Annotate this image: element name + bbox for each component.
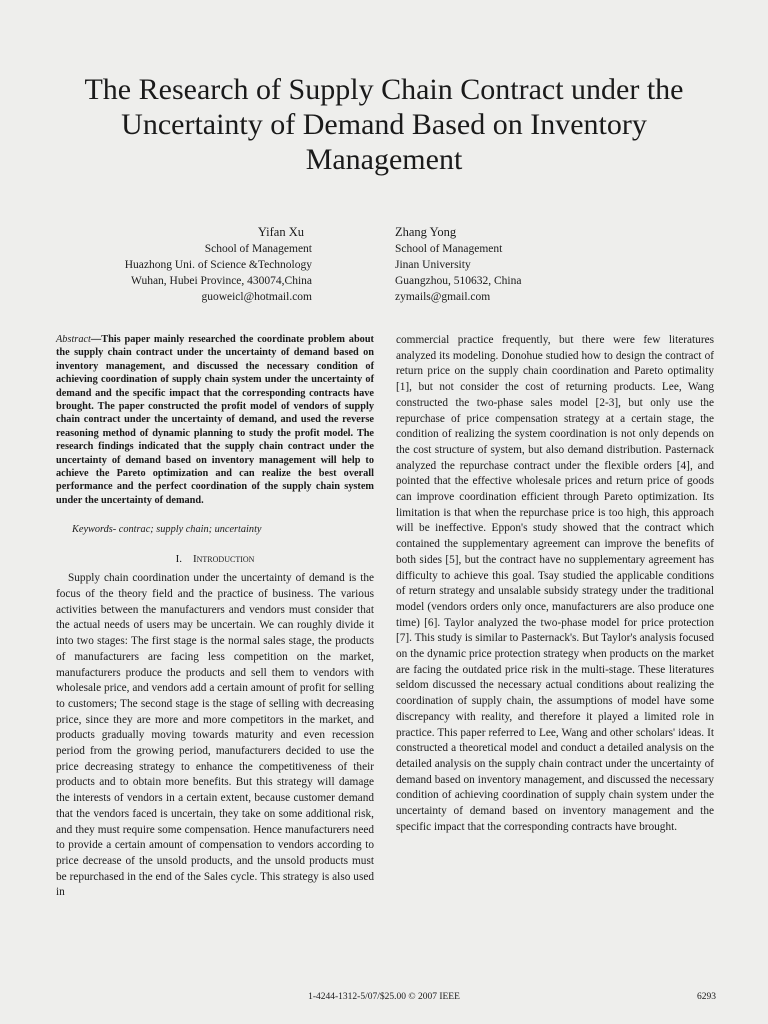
author-block-1: [125, 224, 312, 305]
introduction-paragraph-continued: commercial practice frequently, but there were few literatures analyzed its modeling. Donohue studied how to design the contract of return price on the supply chain coordination and Pareto optimality [1], but not consider the cost of returning products. Lee, Wang constructed the two-phase sales model [2-3], but only use the repurchase of price compensation strategy at a certain stage, the condition of realizing the system coordination is not only depends on the cost structure of system, but also demand distribution. Pasternack analyzed the repurchase contract under the flexible orders [4], and pointed that the effective wholesale prices and return price of goods can improve coordination efficient through Pareto optimization. Its limitation is that when the repurchase price is too high, this approach will be ineffective. Eppon's study showed that the contract which contained the supplementary agreement can improve the benefits of both sides [5], but the contract have no supplementary agreement has difficulty to achieve this goal. Tsay studied the applicable conditions of return strategy and unsalable subsidy strategy under the traditional model (vendors orders only once, manufacturers are also produce one time) [6]. Taylor analyzed the two-phase model for price protection [7]. This study is similar to Pasternack's. But Taylor's analysis focused on the dynamic price protection strategy when products on the market are facing the outdated price risk in the multi-stage. These literatures seldom discussed the necessary actual conditions about realizing the coordination of supply chain, the assumptions of model have some discrepancy with reality, and therefore it played a limited role in practice. This paper referred to Lee, Wang and other scholars' ideas. It constructed a theoretical model and conduct a detailed analysis on the detailed analysis on the supply chain contract under the uncertainty of demand based on inventory management, and discussed the necessary condition of achieving coordination of supply chain system under the uncertainty of demand based on inventory management and the specific impact that the corresponding contracts have brought.: [396, 334, 714, 833]
abstract-text: —This paper mainly researched the coordinate problem about the supply chain contract under the uncertainty of demand based on inventory management, and discussed the necessary condition of achieving coordination of supply chain system under the uncertainty of demand and the specific impact that the corresponding contracts have brought. The paper constructed the profit model of vendors of supply chain contract under the uncertainty of demand, and used the reverse reasoning method of dynamic planning to study the profit model. The research findings indicated that the supply chain contract under the uncertainty of demand based on inventory management will help to achieve the Pareto optimization and can realize the best overall performance and the perfect coordination of the supply chain system under the uncertainty of demand.: [56, 334, 374, 506]
author-block-2: [395, 224, 521, 305]
abstract: [56, 333, 374, 507]
right-column: [396, 333, 714, 836]
author-email: guoweicl@hotmail.com: [201, 291, 312, 303]
keywords: Keywords- contrac; supply chain; uncertainty: [72, 524, 262, 536]
abstract-label: Abstract: [56, 334, 91, 345]
author-affiliation-line: Huazhong Uni. of Science &Technology: [124, 259, 312, 271]
introduction-paragraph: Supply chain coordination under the uncertainty of demand is the focus of the theory field and the practice of business. The various activities between the manufacturers and vendors must consider that the actual needs of users may be uncertain. We can roughly divide it into two stages: The first stage is the normal sales stage, the products of manufacturers are facing less competition on the market, manufacturers produce the products and sell them to vendors with wholesale price, and vendors add a certain amount of profit for selling to customers; The second stage is the stage of selling with decreasing price, since they are more and more competitors in the market, and products gradually moving towards maturity and even recession period from the growing period, manufacturers decided to use the price decreasing strategy to enhance the competitiveness of their products and to obtain more benefits. But this strategy will damage the interests of vendors in a certain extent, because customer demand that the vendors faced is uncertain, they take on some additional risk, and they must require some compensation. Hence manufacturers need to provide a certain amount of compensation to vendors according to price decrease of the unsold products, and the unsold products must be repurchased in the end of the Sales cycle. This strategy is also used in: [56, 572, 374, 899]
page-number: 6293: [697, 992, 716, 1002]
section-number: I.: [175, 553, 182, 566]
author-affiliation-line: Guangzhou, 510632, China: [395, 275, 522, 287]
author-name: Zhang Yong: [395, 225, 457, 239]
author-affiliation-line: School of Management: [395, 243, 503, 255]
author-affiliation-line: Wuhan, Hubei Province, 430074,China: [131, 275, 312, 287]
section-title: Introduction: [192, 553, 255, 566]
left-column: [56, 333, 374, 901]
paper-title: The Research of Supply Chain Contract under the Uncertainty of Demand Based on Inventory Management: [84, 73, 684, 176]
footer-identifier: 1-4244-1312-5/07/$25.00 © 2007 IEEE: [308, 992, 460, 1002]
author-affiliation-line: Jinan University: [395, 259, 471, 271]
author-name: Yifan Xu: [257, 225, 304, 239]
author-affiliation-line: School of Management: [204, 243, 312, 255]
section-heading: [56, 553, 374, 565]
author-email: zymails@gmail.com: [395, 291, 491, 303]
